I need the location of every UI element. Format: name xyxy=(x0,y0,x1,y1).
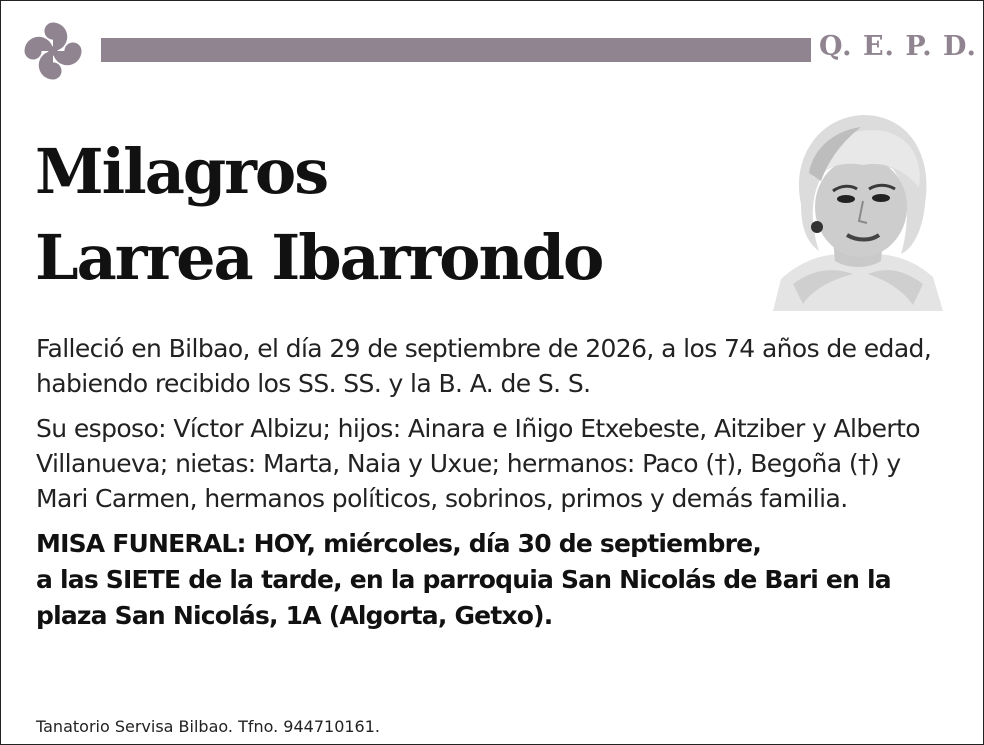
qepd-label: Q. E. P. D. xyxy=(819,31,977,62)
funeral-mass-place: a las SIETE de la tarde, en la parroquia San Nicolás de Bari en la plaza San Nicolás, 1A (Algorta, Getxo). xyxy=(36,565,891,630)
funeral-mass xyxy=(36,526,936,634)
name-surnames: Larrea Ibarrondo xyxy=(35,221,603,294)
portrait-photo xyxy=(773,109,943,311)
obituary-text xyxy=(36,331,936,634)
death-notice: Falleció en Bilbao, el día 29 de septiembre de 2026, a los 74 años de edad, habiendo recibido los SS. SS. y la B. A. de S. S. xyxy=(36,334,932,398)
family-list: Su esposo: Víctor Albizu; hijos: Ainara e Iñigo Etxebeste, Aitziber y Alberto Villanueva; nietas: Marta, Naia y Uxue; hermanos: Paco (†), Begoña (†) y Mari Carmen, hermanos políticos, sobrinos, primos y demás familia. xyxy=(36,414,920,513)
funeral-mass-date: MISA FUNERAL: HOY, miércoles, día 30 de septiembre, xyxy=(36,529,762,558)
header-bar xyxy=(101,38,811,62)
deceased-name xyxy=(35,129,602,301)
funeral-home-contact: Tanatorio Servisa Bilbao. Tfno. 944710161. xyxy=(36,717,380,736)
lauburu-icon xyxy=(15,13,91,89)
name-first: Milagros xyxy=(35,135,328,208)
